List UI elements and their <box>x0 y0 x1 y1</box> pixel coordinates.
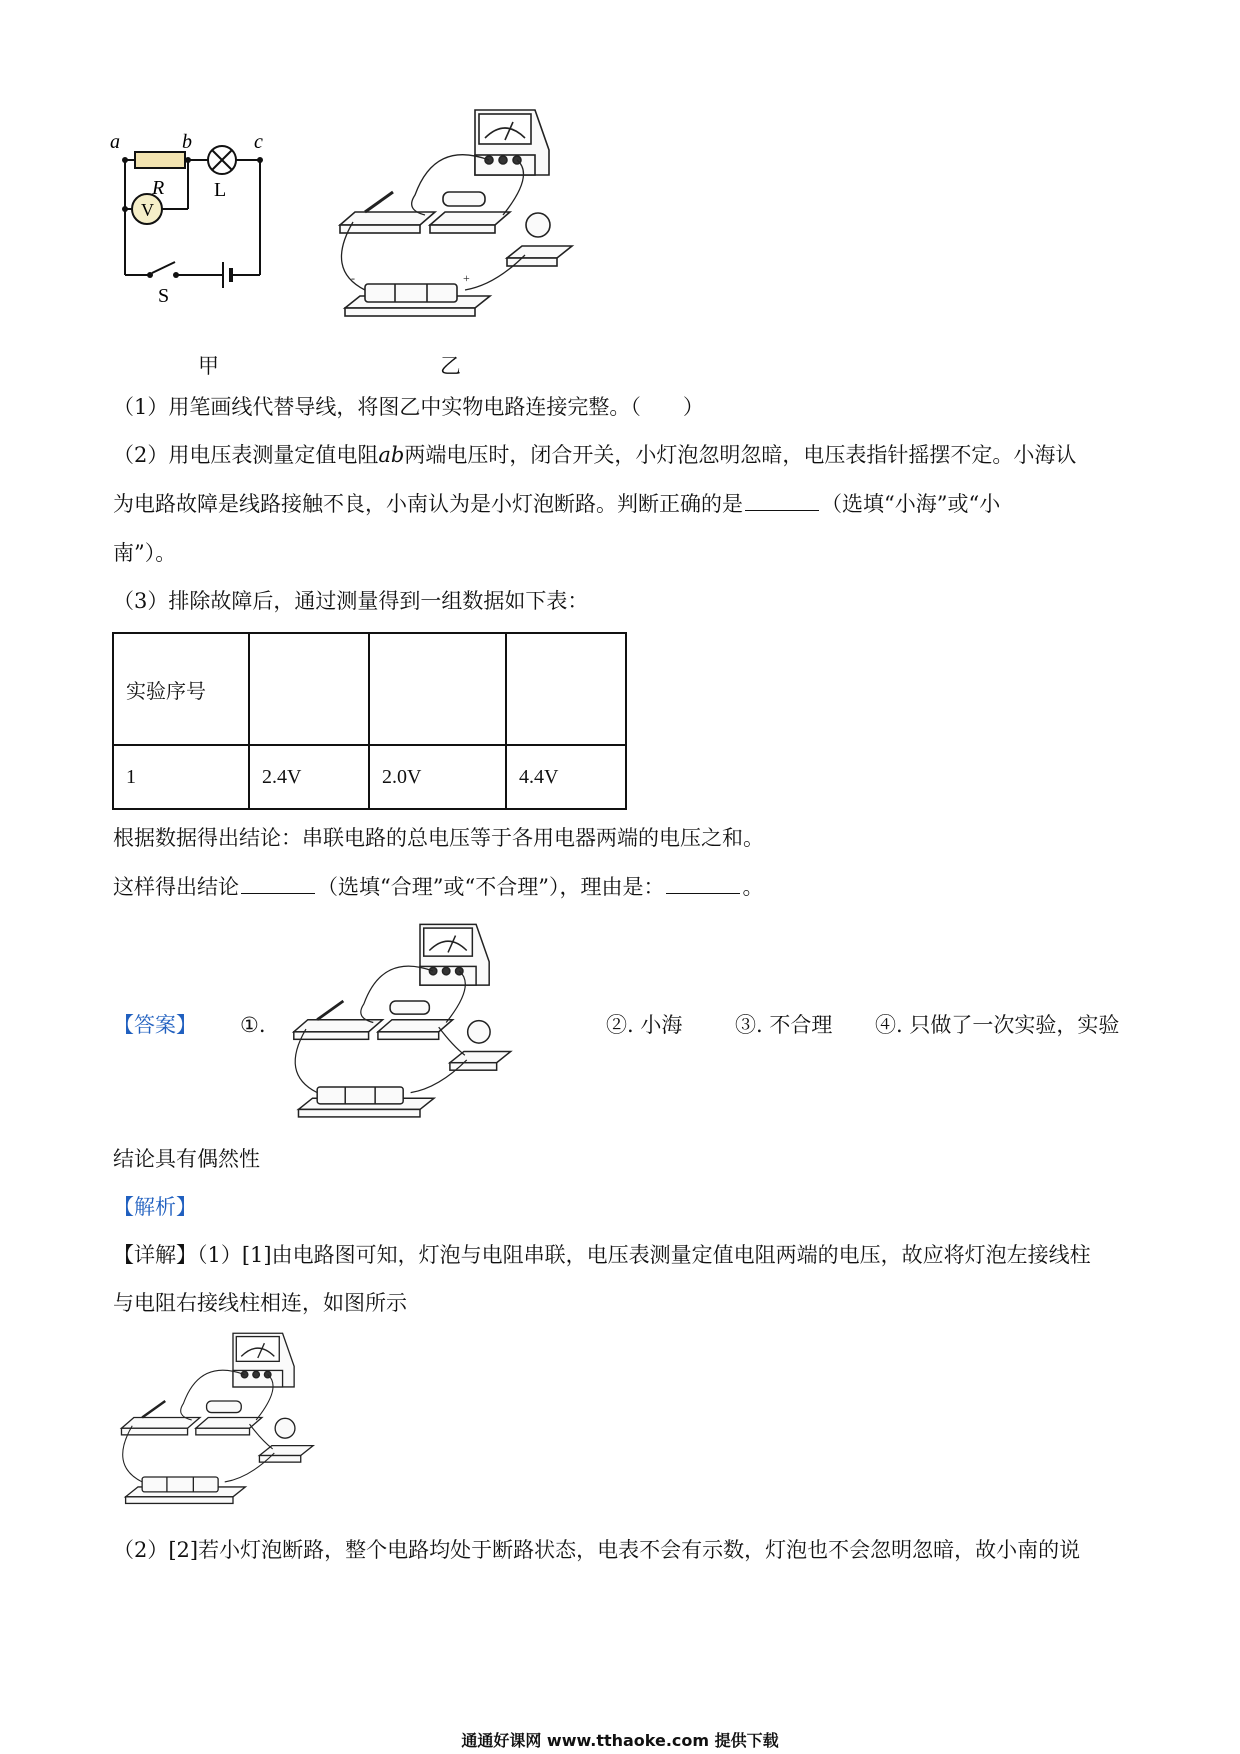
plus-sign: + <box>463 271 470 285</box>
answer-continuation: 结论具有偶然性 <box>113 1147 260 1171</box>
answer-circuit-figure <box>275 915 565 1130</box>
detail-line2: 与电阻右接线柱相连，如图所示 <box>113 1291 407 1315</box>
question-2-line2 <box>113 489 1000 519</box>
answer-item-1: ①. <box>240 1013 266 1037</box>
detail-circuit-figure <box>113 1325 353 1515</box>
minus-sign: - <box>351 271 355 285</box>
conclusion-b: （选填“合理”或“不合理”），理由是： <box>317 875 665 899</box>
table-cell <box>506 633 626 745</box>
table-cell: 2.0V <box>369 745 506 809</box>
label-R: R <box>152 177 165 199</box>
question-3: （3）排除故障后，通过测量得到一组数据如下表： <box>113 589 589 613</box>
answer-item-2: ②. 小海 <box>606 1013 683 1037</box>
conclusion-a: 这样得出结论 <box>113 875 239 899</box>
caption-jia: 甲 <box>198 354 219 378</box>
table-cell: 1 <box>113 745 249 809</box>
question-1: （1）用笔画线代替导线，将图乙中实物电路连接完整。（ ） <box>113 395 704 419</box>
conclusion-c: 。 <box>742 875 764 899</box>
question-2-line1 <box>113 440 1076 470</box>
table-cell <box>369 633 506 745</box>
answer-blank-4[interactable] <box>666 873 740 894</box>
label-L: L <box>214 179 227 201</box>
table-cell: 实验序号 <box>113 633 249 745</box>
q2-text-b: 两端电压时，闭合开关，小灯泡忽明忽暗，电压表指针摇摆不定。小海认 <box>404 443 1077 467</box>
table-row <box>113 633 626 745</box>
caption-yi: 乙 <box>440 354 461 378</box>
q2-text-a: （2）用电压表测量定值电阻 <box>113 443 379 467</box>
label-b: b <box>182 131 192 153</box>
answer-item-3: ③. 不合理 <box>735 1013 833 1037</box>
circuit-diagram-jia <box>110 130 310 330</box>
page-footer: 通通好课网 www.tthaoke.com 提供下载 <box>461 1731 779 1750</box>
data-table <box>112 632 627 810</box>
label-c: c <box>254 131 263 153</box>
conclusion-line2 <box>113 872 763 902</box>
table-cell: 4.4V <box>506 745 626 809</box>
detail-line3: （2）[2]若小灯泡断路，整个电路均处于断路状态，电表不会有示数，灯泡也不会忽明忽暗，故小南的说 <box>113 1538 1081 1562</box>
conclusion-line1: 根据数据得出结论：串联电路的总电压等于各用电器两端的电压之和。 <box>113 826 764 850</box>
answer-blank-2[interactable] <box>745 490 819 511</box>
physical-circuit-yi <box>335 100 615 330</box>
detail-line1: 【详解】（1）[1]由电路图可知，灯泡与电阻串联，电压表测量定值电阻两端的电压，故应将灯泡左接线柱 <box>113 1243 1091 1267</box>
answer-tag: 【答案】 <box>113 1013 197 1037</box>
answer-blank-3[interactable] <box>241 873 315 894</box>
q2-ab: ab <box>378 443 405 467</box>
answer-item-4: ④. 只做了一次实验，实验 <box>875 1013 1120 1037</box>
label-S: S <box>158 285 170 307</box>
question-2-line3: 南”）。 <box>113 541 177 565</box>
label-a: a <box>110 131 120 153</box>
analysis-tag: 【解析】 <box>113 1195 197 1219</box>
table-row <box>113 745 626 809</box>
table-cell: 2.4V <box>249 745 369 809</box>
label-V: V <box>141 200 154 220</box>
table-cell <box>249 633 369 745</box>
q2-line2-a: 为电路故障是线路接触不良，小南认为是小灯泡断路。判断正确的是 <box>113 492 743 516</box>
q2-line2-b: （选填“小海”或“小 <box>821 492 1001 516</box>
